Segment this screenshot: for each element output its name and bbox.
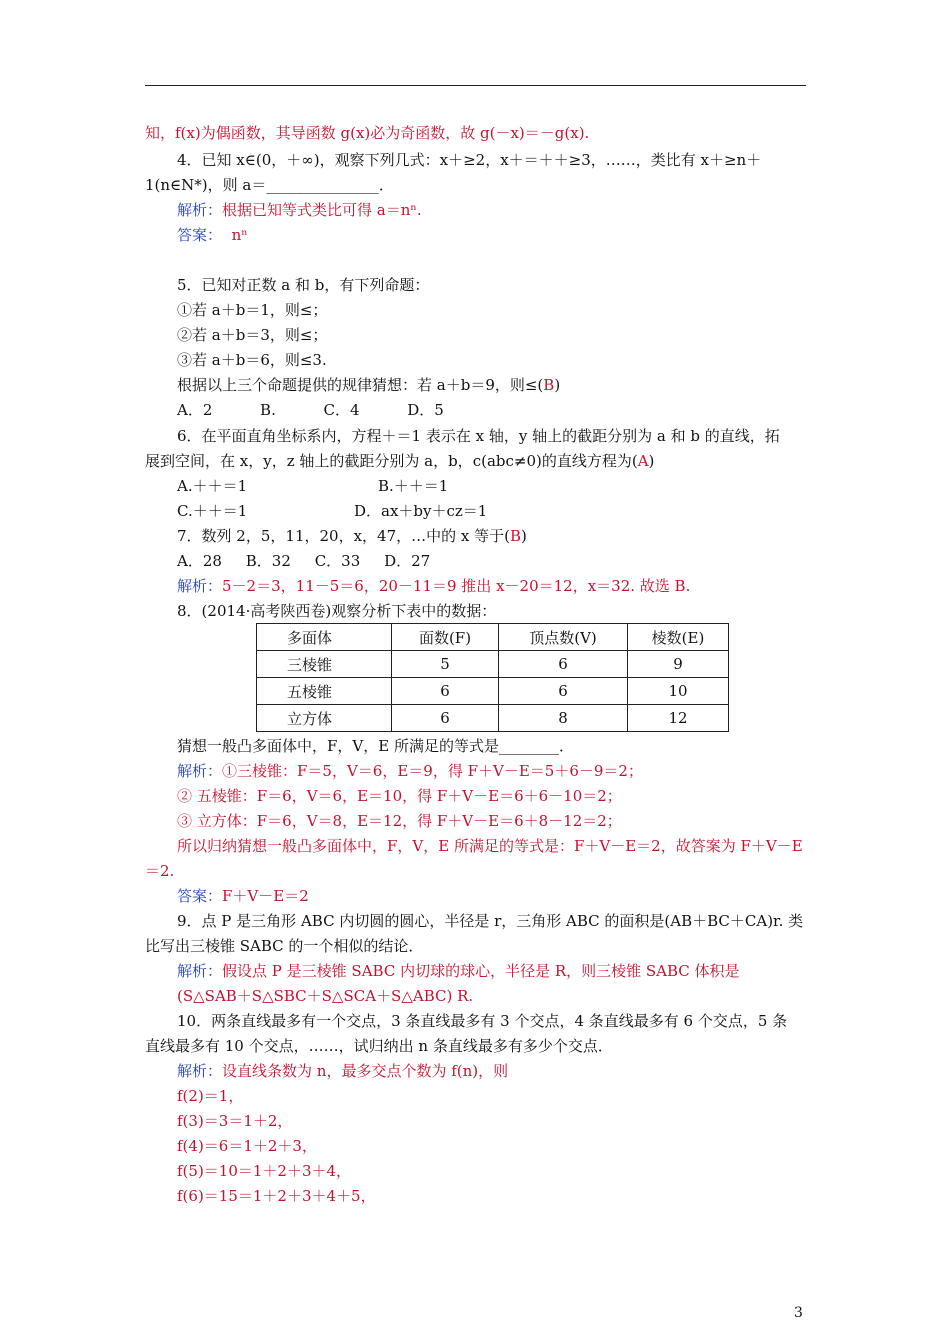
- question-6-text: 展到空间，在 x，y，z 轴上的截距分别为 a，b，c(abc≠0)的直线方程为(: [145, 452, 638, 470]
- table-header-row: [257, 624, 729, 651]
- question-7-answer: B: [509, 527, 521, 545]
- question-8-conjecture: 猜想一般凸多面体中，F，V，E 所满足的等式是________．: [177, 737, 574, 755]
- question-7-analysis: [177, 576, 690, 596]
- question-7-options: A．28 B．32 C．33 D．27: [177, 552, 431, 570]
- analysis-label: 解析：: [177, 962, 223, 980]
- table-cell: 12: [628, 705, 729, 732]
- question-6-option-a: A.＋＋＝1: [177, 477, 248, 495]
- question-9-line1: 9．点 P 是三角形 ABC 内切圆的圆心，半径是 r，三角形 ABC 的面积是(AB＋BC＋CA)r. 类: [177, 912, 804, 930]
- question-8-stem: 8．(2014·高考陕西卷)观察分析下表中的数据：: [177, 602, 497, 620]
- table-cell: 6: [392, 678, 499, 705]
- table-cell: 三棱锥: [257, 651, 392, 678]
- analysis-text: 设直线条数为 n，最多交点个数为 f(n)，则: [222, 1062, 509, 1080]
- formula-f3: f(3)＝3＝1＋2，: [177, 1112, 293, 1130]
- table-cell: 6: [499, 651, 628, 678]
- question-5-proposition-1: ①若 a＋b＝1，则≤；: [177, 301, 328, 319]
- question-9-analysis-2: (S△SAB＋S△SBC＋S△SCA＋S△ABC) R.: [177, 987, 474, 1005]
- question-8-analysis-4: 所以归纳猜想一般凸多面体中，F，V，E 所满足的等式是：F＋V－E＝2，故答案为 F＋V－E: [177, 837, 803, 855]
- table-header-cell: 棱数(E): [628, 624, 729, 651]
- table-cell: 6: [499, 678, 628, 705]
- question-6-line2: [145, 451, 654, 471]
- question-5-conjecture: [177, 375, 560, 395]
- question-4-line1: 4．已知 x∈(0，＋∞)，观察下列几式：x＋≥2，x＋＝＋＋≥3，……，类比有 x＋≥n＋: [177, 151, 762, 169]
- question-6-option-b: B.＋＋＝1: [378, 477, 449, 495]
- question-9-line2: 比写出三棱锥 SABC 的一个相似的结论．: [145, 937, 424, 955]
- analysis-label: 解析：: [177, 762, 223, 780]
- question-6-option-d: D．ax＋by＋cz＝1: [354, 502, 488, 520]
- question-7-text: 7．数列 2，5，11，20，x，47，…中的 x 等于(: [177, 527, 510, 545]
- closing-paren: ): [554, 376, 561, 394]
- analysis-text: 假设点 P 是三棱锥 SABC 内切球的球心，半径是 R，则三棱锥 SABC 体积是: [222, 962, 740, 980]
- table-cell: 立方体: [257, 705, 392, 732]
- question-5-options: A．2 B. C．4 D．5: [177, 401, 444, 419]
- question-8-analysis-1: [177, 761, 643, 781]
- polyhedra-table: [256, 623, 729, 732]
- table-header-cell: 顶点数(V): [499, 624, 628, 651]
- formula-f6: f(6)＝15＝1＋2＋3＋4＋5，: [177, 1187, 376, 1205]
- closing-paren: ): [521, 527, 527, 545]
- table-cell: 10: [628, 678, 729, 705]
- question-4-line2: 1(n∈N*)，则 a＝_______________．: [145, 176, 394, 194]
- question-8-analysis-2: ② 五棱锥：F＝6，V＝6，E＝10，得 F＋V－E＝6＋6－10＝2；: [177, 787, 622, 805]
- answer-label: 答案：: [177, 887, 223, 905]
- analysis-text: ①三棱锥：F＝5，V＝6，E＝9，得 F＋V－E＝5＋6－9＝2；: [222, 762, 643, 780]
- question-10-line2: 直线最多有 10 个交点，……，试归纳出 n 条直线最多有多少个交点．: [145, 1037, 613, 1055]
- table-header-cell: 面数(F): [392, 624, 499, 651]
- formula-f5: f(5)＝10＝1＋2＋3＋4，: [177, 1162, 352, 1180]
- analysis-text: 根据已知等式类比可得 a＝nⁿ.: [222, 201, 422, 219]
- analysis-label: 解析：: [177, 577, 223, 595]
- question-8-analysis-3: ③ 立方体：F＝6，V＝8，E＝12，得 F＋V－E＝6＋8－12＝2；: [177, 812, 622, 830]
- table-cell: 6: [392, 705, 499, 732]
- page-number: 3: [794, 1305, 803, 1321]
- question-5-proposition-2: ②若 a＋b＝3，则≤；: [177, 326, 328, 344]
- answer-label: 答案：: [177, 226, 223, 244]
- table-row: [257, 705, 729, 732]
- question-10-analysis: [177, 1061, 508, 1081]
- table-cell: 5: [392, 651, 499, 678]
- question-5-proposition-3: ③若 a＋b＝6，则≤3.: [177, 351, 327, 369]
- table-cell: 8: [499, 705, 628, 732]
- table-row: [257, 651, 729, 678]
- table-header-cell: 多面体: [257, 624, 392, 651]
- question-4-answer: [177, 225, 248, 245]
- question-9-analysis-1: [177, 961, 740, 981]
- analysis-label: 解析：: [177, 1062, 223, 1080]
- question-6-option-c: C.＋＋＝1: [177, 502, 248, 520]
- question-10-line1: 10．两条直线最多有一个交点，3 条直线最多有 3 个交点，4 条直线最多有 6 个交点，5 条: [177, 1012, 788, 1030]
- answer-text: F＋V－E＝2: [222, 887, 309, 905]
- conjecture-text: 根据以上三个命题提供的规律猜想：若 a＋b＝9，则≤(: [177, 376, 544, 394]
- header-rule: [145, 85, 806, 86]
- table-row: [257, 678, 729, 705]
- table-cell: 9: [628, 651, 729, 678]
- question-8-analysis-5: ＝2.: [145, 862, 175, 880]
- analysis-text: 5－2＝3，11－5＝6，20－11＝9 推出 x－20＝12，x＝32. 故选 B.: [222, 577, 691, 595]
- continued-solution-line: 知，f(x)为偶函数，其导函数 g(x)必为奇函数，故 g(－x)＝－g(x).: [145, 124, 590, 142]
- formula-f2: f(2)＝1，: [177, 1087, 244, 1105]
- closing-paren: ): [648, 452, 655, 470]
- analysis-label: 解析：: [177, 201, 223, 219]
- question-5-stem: 5．已知对正数 a 和 b，有下列命题：: [177, 276, 430, 294]
- question-4-analysis: [177, 200, 422, 220]
- formula-f4: f(4)＝6＝1＋2＋3，: [177, 1137, 317, 1155]
- question-5-answer: B: [543, 376, 555, 394]
- answer-text: nⁿ: [231, 226, 248, 244]
- question-6-answer: A: [637, 452, 649, 470]
- question-6-line1: 6．在平面直角坐标系内，方程＋＝1 表示在 x 轴，y 轴上的截距分别为 a 和 b 的直线，拓: [177, 427, 780, 445]
- question-8-answer: [177, 886, 309, 906]
- table-cell: 五棱锥: [257, 678, 392, 705]
- question-7-stem: [177, 526, 527, 546]
